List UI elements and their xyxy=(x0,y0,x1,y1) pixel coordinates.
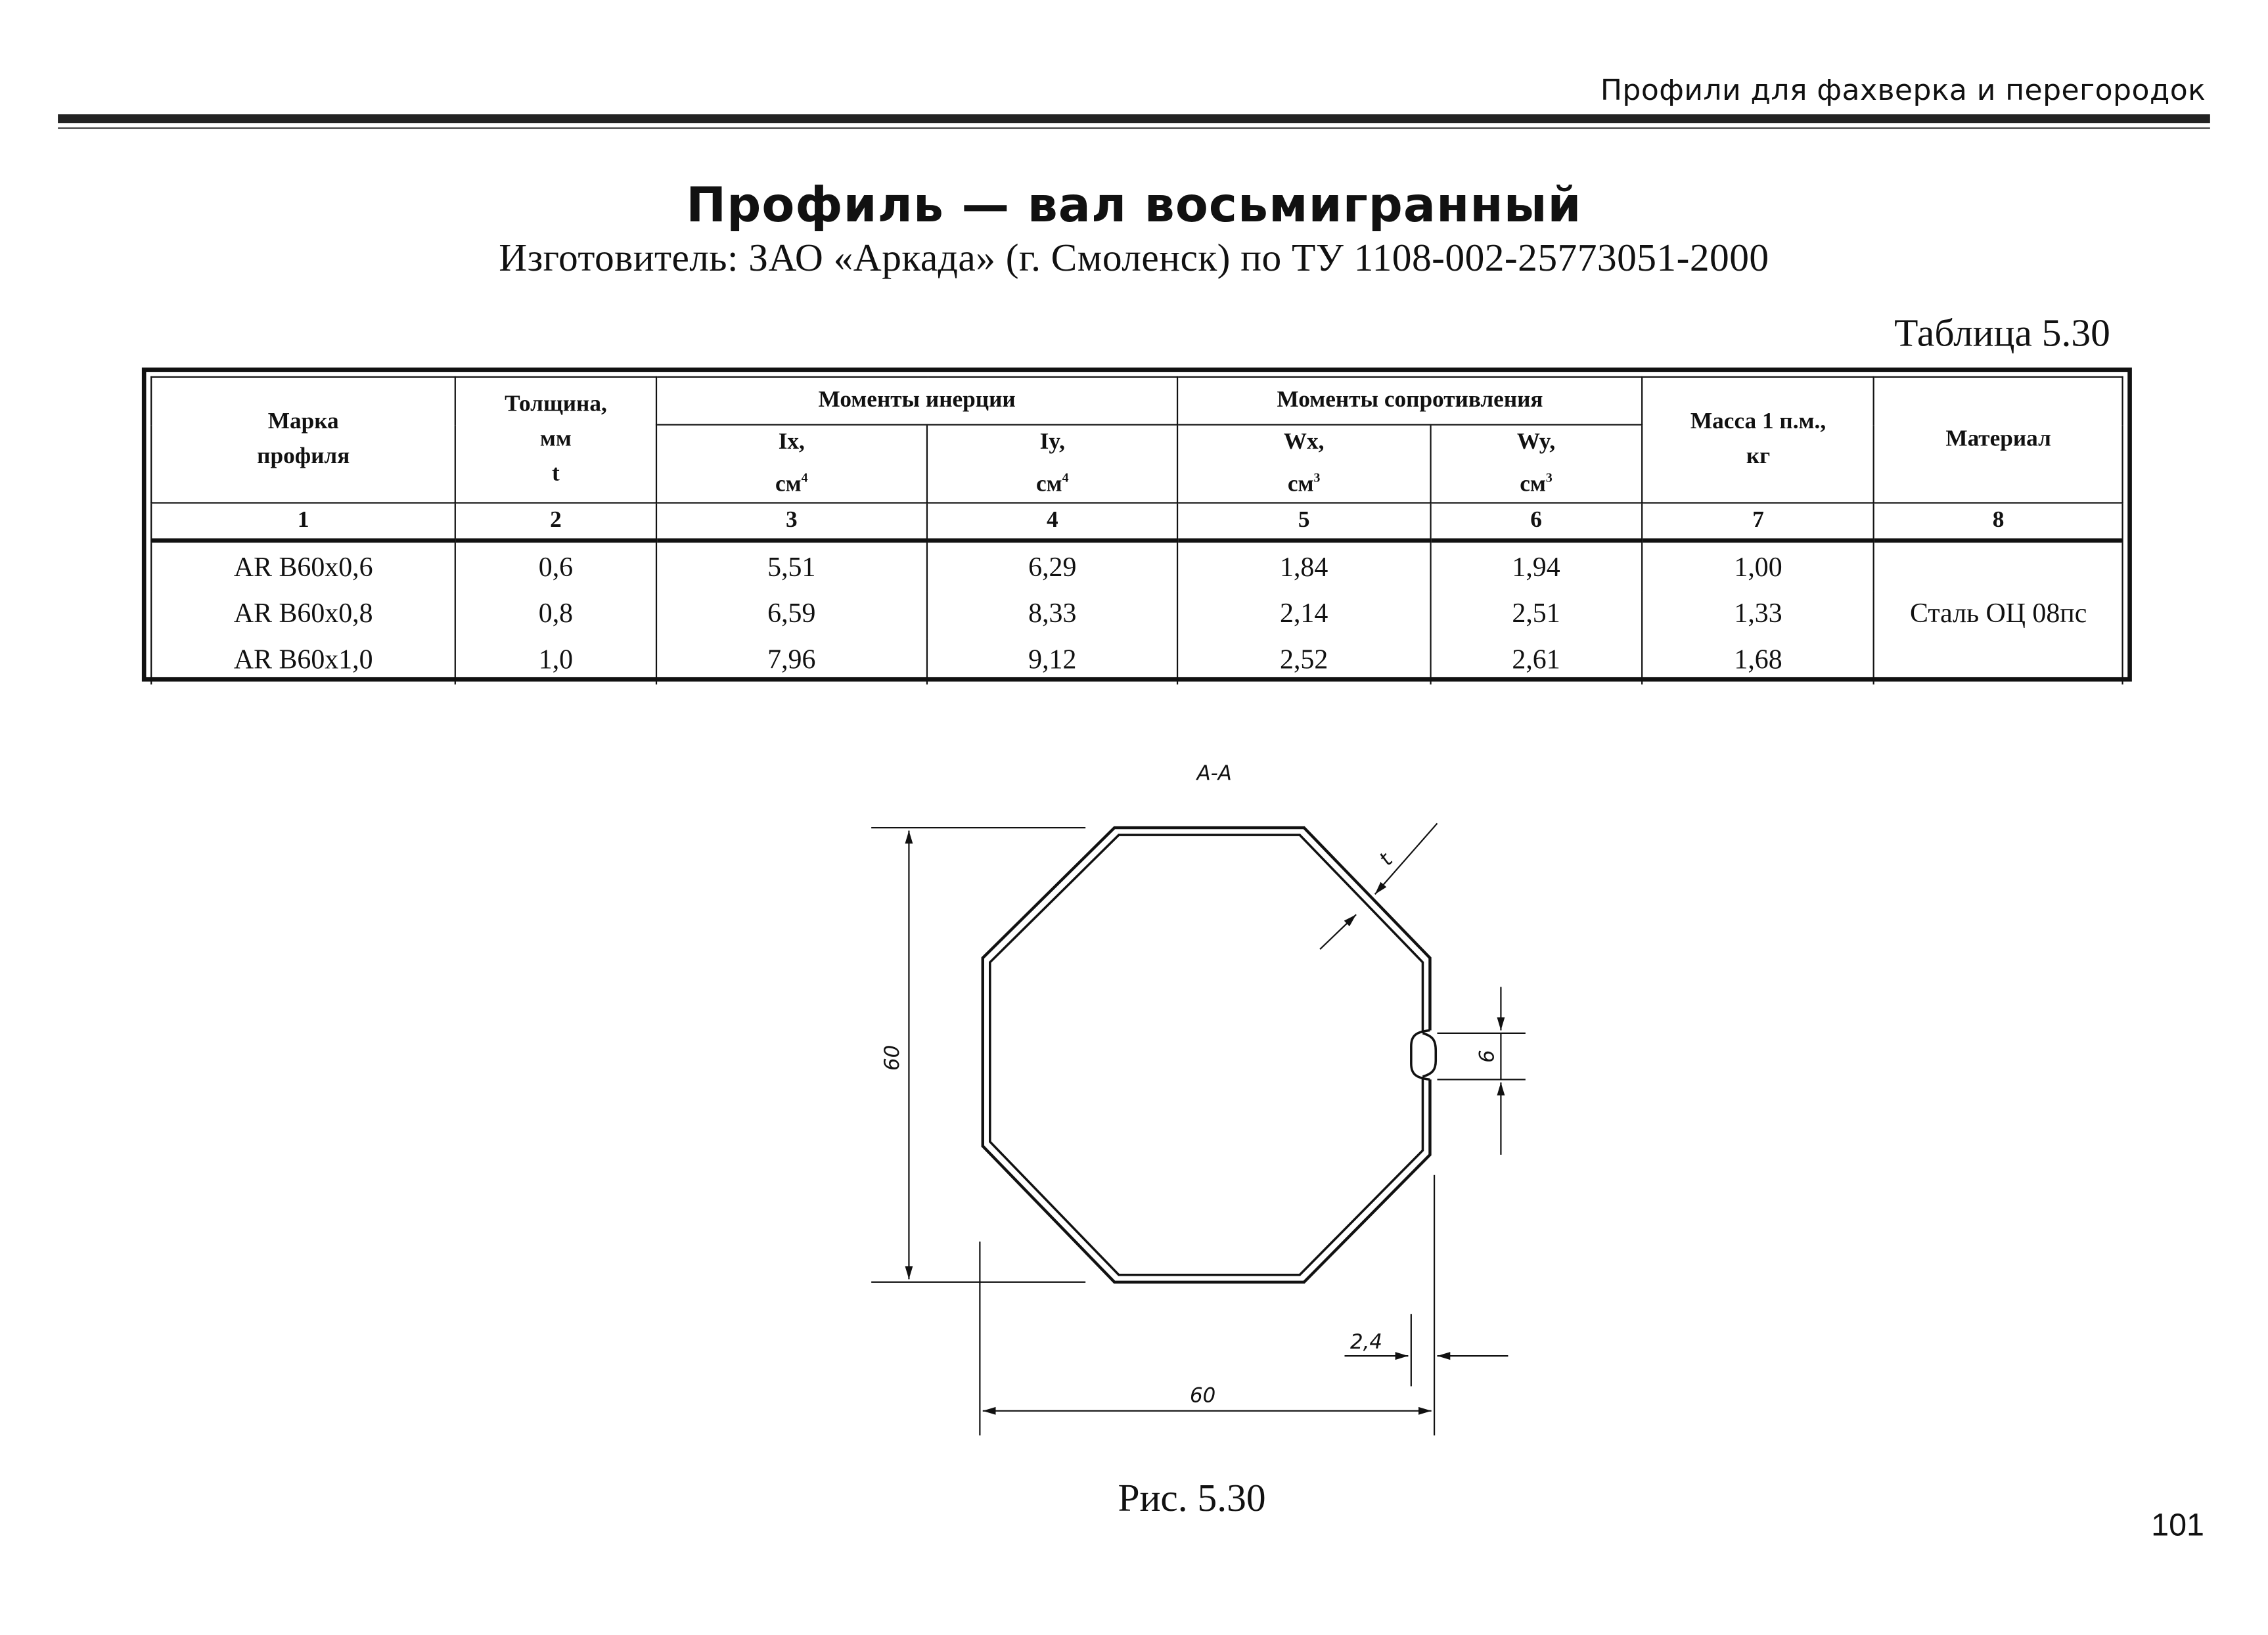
cell-mark: AR B60x0,8 xyxy=(151,593,455,638)
header-ix: Ix, $см^4$ xyxy=(656,425,927,504)
header-mark: Марка профиля xyxy=(151,377,455,503)
column-number: 3 xyxy=(656,503,927,541)
cell-mass: 1,33 xyxy=(1642,593,1874,638)
cell-ix: 6,59 xyxy=(656,593,927,638)
header-wx: Wx, $см^3$ xyxy=(1178,425,1430,504)
cell-wx: 2,14 xyxy=(1178,593,1430,638)
header-material: Материал xyxy=(1874,377,2123,503)
cell-wx: 1,84 xyxy=(1178,541,1430,593)
manufacturer-line: Изготовитель: ЗАО «Аркада» (г. Смоленск) по ТУ 1108-002-25773051-2000 xyxy=(499,236,1769,280)
cell-wy: 1,94 xyxy=(1430,541,1643,593)
dim-offset-label: 2,4 xyxy=(1350,1330,1383,1355)
cell-mass: 1,68 xyxy=(1642,638,1874,684)
header-wy: Wy, $см^3$ xyxy=(1430,425,1643,504)
cell-iy: 6,29 xyxy=(927,541,1178,593)
cell-mark: AR B60x1,0 xyxy=(151,638,455,684)
column-number: 6 xyxy=(1430,503,1643,541)
column-number: 2 xyxy=(455,503,656,541)
cell-ix: 7,96 xyxy=(656,638,927,684)
cell-thickness: 0,8 xyxy=(455,593,656,638)
cell-thickness: 0,6 xyxy=(455,541,656,593)
header-resistance: Моменты сопротивления xyxy=(1178,377,1643,425)
header-inertia: Моменты инерции xyxy=(656,377,1178,425)
octagon-outer-outline xyxy=(983,828,1430,1282)
column-number: 5 xyxy=(1178,503,1430,541)
cell-mass: 1,00 xyxy=(1642,541,1874,593)
cell-mark: AR B60x0,6 xyxy=(151,541,455,593)
dim-line xyxy=(1320,914,1356,949)
dim-lock-label: 6 xyxy=(1475,1050,1499,1063)
table-caption: Таблица 5.30 xyxy=(1894,311,2110,355)
column-number: 8 xyxy=(1874,503,2123,541)
cell-iy: 9,12 xyxy=(927,638,1178,684)
header-thickness: Толщина, мм t xyxy=(455,377,656,503)
page-number: 101 xyxy=(2151,1506,2205,1543)
cell-iy: 8,33 xyxy=(927,593,1178,638)
column-number: 1 xyxy=(151,503,455,541)
section-label: А-А xyxy=(1196,761,1232,786)
section-title: Профили для фахверка и перегородок xyxy=(1600,72,2206,108)
cell-wy: 2,61 xyxy=(1430,638,1643,684)
cell-wy: 2,51 xyxy=(1430,593,1643,638)
dim-t-label: t xyxy=(1374,848,1397,870)
header-iy: Iy, $см^4$ xyxy=(927,425,1178,504)
octagon-inner-outline xyxy=(990,835,1423,1275)
cell-thickness: 1,0 xyxy=(455,638,656,684)
lock-seam xyxy=(1411,1030,1436,1079)
header-mass: Масса 1 п.м., кг xyxy=(1642,377,1874,503)
column-number: 7 xyxy=(1642,503,1874,541)
figure-caption: Рис. 5.30 xyxy=(1118,1475,1266,1520)
cell-material: Сталь ОЦ 08пс xyxy=(1874,541,2123,685)
dim-width-label: 60 xyxy=(1189,1383,1216,1408)
dim-height-label: 60 xyxy=(880,1044,905,1071)
page-title: Профиль — вал восьмигранный xyxy=(686,176,1582,233)
cell-ix: 5,51 xyxy=(656,541,927,593)
cell-wx: 2,52 xyxy=(1178,638,1430,684)
column-number: 4 xyxy=(927,503,1178,541)
